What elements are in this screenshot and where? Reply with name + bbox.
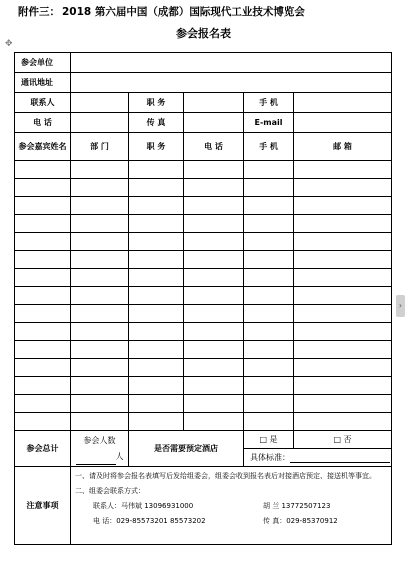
attendee-mobile-cell[interactable] [244,341,294,359]
attendee-phone-cell[interactable] [184,287,244,305]
attendee-department-cell[interactable] [71,377,129,395]
attendee-row [15,395,392,413]
attendee-row [15,413,392,431]
attendee-row [15,323,392,341]
attendee-position-cell[interactable] [129,395,184,413]
attendee-email-cell[interactable] [294,341,392,359]
attendee-name-cell[interactable] [15,359,71,377]
count-unit: 人 [115,451,124,461]
contact1-tel: 电 话：029-85573201 85573202 [93,517,206,525]
attendee-email-cell[interactable] [294,179,392,197]
attendee-rows [15,161,392,431]
notes-row [15,467,392,545]
notes-label: 注意事项 [15,467,71,545]
attendee-header-row [15,133,392,161]
fax-label: 传 真 [129,113,184,133]
attendee-department-cell[interactable] [71,269,129,287]
attendee-phone-cell[interactable] [184,413,244,431]
contact-line-2 [75,514,387,529]
note-2: 二、组委会联系方式： [75,487,145,495]
attendee-department-cell[interactable] [71,197,129,215]
unit-label: 参会单位 [15,53,71,73]
attendee-name-header: 参会嘉宾姓名 [15,133,71,161]
attendee-mobile-cell[interactable] [244,323,294,341]
attendee-position-cell[interactable] [129,341,184,359]
attendee-name-cell[interactable] [15,233,71,251]
attendee-mobile-cell[interactable] [244,251,294,269]
attendee-email-cell[interactable] [294,161,392,179]
attendee-row [15,341,392,359]
attendee-position-cell[interactable] [129,197,184,215]
attendee-phone-cell[interactable] [184,359,244,377]
attendee-email-cell[interactable] [294,215,392,233]
attendee-department-cell[interactable] [71,287,129,305]
attendee-department-cell[interactable] [71,251,129,269]
attendee-position-cell[interactable] [129,179,184,197]
column-phone: 电 话 [184,133,244,161]
attendee-mobile-cell[interactable] [244,233,294,251]
fax-field[interactable] [184,113,244,133]
attendee-row [15,233,392,251]
mobile-label: 手 机 [244,93,294,113]
attendee-mobile-cell[interactable] [244,197,294,215]
attendee-phone-cell[interactable] [184,377,244,395]
attendee-phone-cell[interactable] [184,161,244,179]
attendee-name-cell[interactable] [15,251,71,269]
attendee-phone-cell[interactable] [184,395,244,413]
attendee-mobile-cell[interactable] [244,305,294,323]
attendee-name-cell[interactable] [15,305,71,323]
registration-table [14,52,392,545]
contact1-name: 联系人：马伟斌 13096931000 [93,502,194,510]
phone-row [15,113,392,133]
attendee-email-cell[interactable] [294,269,392,287]
attendee-department-cell[interactable] [71,215,129,233]
contact-row [15,93,392,113]
attendee-phone-cell[interactable] [184,179,244,197]
attendee-email-cell[interactable] [294,251,392,269]
attendee-department-cell[interactable] [71,323,129,341]
attachment-prefix: 附件三： [18,6,60,18]
contact2-name: 胡 兰 13772507123 [263,502,331,510]
attendee-row [15,215,392,233]
column-mobile: 手 机 [244,133,294,161]
unit-field[interactable] [71,53,392,73]
attendee-row [15,359,392,377]
attendee-email-cell[interactable] [294,305,392,323]
email-field[interactable] [294,113,392,133]
attendee-name-cell[interactable] [15,287,71,305]
standard-label: 具体标准： [250,453,290,462]
column-department: 部 门 [71,133,129,161]
attendee-email-cell[interactable] [294,323,392,341]
hotel-label: 是否需要预定酒店 [129,431,244,467]
position-label: 职 务 [129,93,184,113]
attendee-name-cell[interactable] [15,215,71,233]
mobile-field[interactable] [294,93,392,113]
attendee-department-cell[interactable] [71,179,129,197]
attendee-row [15,161,392,179]
attendee-position-cell[interactable] [129,215,184,233]
attendee-mobile-cell[interactable] [244,287,294,305]
attendee-position-cell[interactable] [129,359,184,377]
address-field[interactable] [71,73,392,93]
attendee-phone-cell[interactable] [184,305,244,323]
attendee-phone-cell[interactable] [184,323,244,341]
column-email: 邮 箱 [294,133,392,161]
attendee-row [15,179,392,197]
attendee-phone-cell[interactable] [184,215,244,233]
email-label: E-mail [244,113,294,133]
attendee-department-cell[interactable] [71,161,129,179]
unit-row [15,53,392,73]
attendee-mobile-cell[interactable] [244,359,294,377]
attendee-email-cell[interactable] [294,287,392,305]
attendee-name-cell[interactable] [15,161,71,179]
summary-label: 参会总计 [15,431,71,467]
attendee-department-cell[interactable] [71,413,129,431]
attendee-position-cell[interactable] [129,377,184,395]
table-move-handle-icon[interactable]: ✥ [5,39,13,49]
attendee-position-cell[interactable] [129,323,184,341]
count-blank[interactable] [76,455,116,465]
standard-blank[interactable] [290,453,390,463]
attendee-row [15,197,392,215]
attendee-row [15,305,392,323]
form-title: 参会报名表 [176,27,231,40]
column-position: 职 务 [129,133,184,161]
attendee-name-cell[interactable] [15,413,71,431]
attendee-position-cell[interactable] [129,305,184,323]
standard-cell[interactable] [244,449,392,467]
attendee-row [15,287,392,305]
count-label: 参会人数 [83,435,116,445]
yes-option[interactable]: □ 是 [244,431,294,449]
attendee-position-cell[interactable] [129,233,184,251]
document-header [0,4,407,18]
phone-field[interactable] [71,113,129,133]
attendee-name-cell[interactable] [15,179,71,197]
attendee-phone-cell[interactable] [184,341,244,359]
attendee-name-cell[interactable] [15,377,71,395]
count-entry[interactable] [71,449,128,465]
attendee-email-cell[interactable] [294,377,392,395]
attendee-mobile-cell[interactable] [244,269,294,287]
attendee-department-cell[interactable] [71,305,129,323]
attendee-mobile-cell[interactable] [244,161,294,179]
address-label: 通讯地址 [15,73,71,93]
attendee-position-cell[interactable] [129,251,184,269]
attendee-row [15,269,392,287]
attendee-position-cell[interactable] [129,287,184,305]
attendee-phone-cell[interactable] [184,269,244,287]
contact-label: 联系人 [15,93,71,113]
attendee-name-cell[interactable] [15,323,71,341]
attendee-name-cell[interactable] [15,269,71,287]
phone-label: 电 话 [15,113,71,133]
attendee-mobile-cell[interactable] [244,395,294,413]
attendee-email-cell[interactable] [294,395,392,413]
attendee-position-cell[interactable] [129,269,184,287]
attendee-email-cell[interactable] [294,233,392,251]
attendee-email-cell[interactable] [294,359,392,377]
attendee-department-cell[interactable] [71,233,129,251]
attendee-email-cell[interactable] [294,197,392,215]
attendee-department-cell[interactable] [71,341,129,359]
attendee-position-cell[interactable] [129,413,184,431]
side-scroll-handle-icon[interactable]: › [396,295,405,317]
attendee-mobile-cell[interactable] [244,413,294,431]
attendee-phone-cell[interactable] [184,233,244,251]
contact-line-1 [75,499,387,514]
attendee-name-cell[interactable] [15,395,71,413]
address-row [15,73,392,93]
attendee-count-cell[interactable] [71,431,129,467]
attendee-position-cell[interactable] [129,161,184,179]
attendee-department-cell[interactable] [71,359,129,377]
position-field[interactable] [184,93,244,113]
attendee-phone-cell[interactable] [184,251,244,269]
attendee-department-cell[interactable] [71,395,129,413]
attendee-row [15,251,392,269]
summary-row-1 [15,431,392,449]
contact-field[interactable] [71,93,129,113]
notes-content [71,467,392,545]
contact2-fax: 传 真：029-85370912 [263,517,338,525]
attendee-mobile-cell[interactable] [244,215,294,233]
attendee-mobile-cell[interactable] [244,377,294,395]
attendee-name-cell[interactable] [15,197,71,215]
expo-title: 2018 第六届中国（成都）国际现代工业技术博览会 [62,6,305,18]
note-1: 一、请及时将参会报名表填写后发给组委会，组委会收到报名表后对接酒店预定、接送机等事宜。 [75,472,376,480]
attendee-row [15,377,392,395]
attendee-name-cell[interactable] [15,341,71,359]
attendee-mobile-cell[interactable] [244,179,294,197]
no-option[interactable]: □ 否 [294,431,392,449]
attendee-phone-cell[interactable] [184,197,244,215]
attendee-email-cell[interactable] [294,413,392,431]
